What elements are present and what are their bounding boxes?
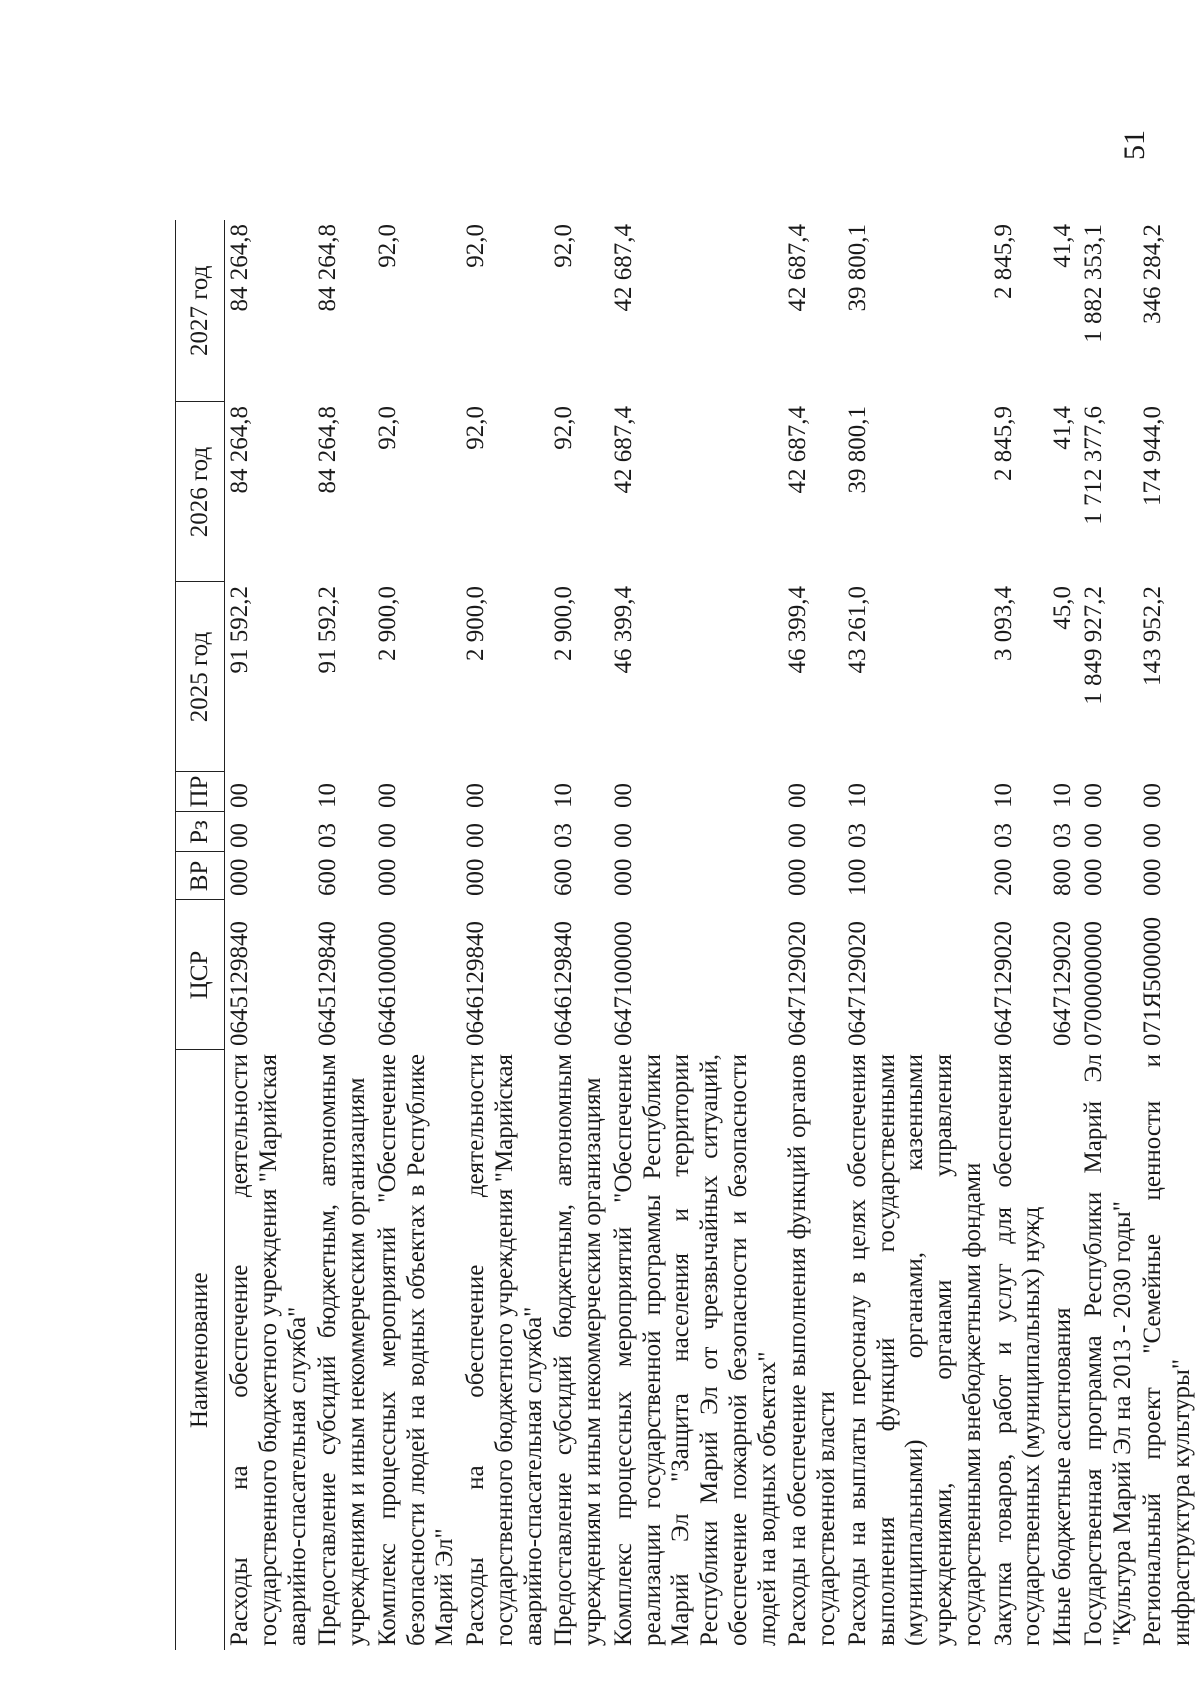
cell-rz: 00 bbox=[609, 823, 637, 848]
cell-2026: 84 264,8 bbox=[226, 406, 253, 494]
cell-2025: 43 261,0 bbox=[843, 586, 871, 674]
cell-csr: 0647129020 bbox=[843, 921, 871, 1046]
cell-2025: 3 093,4 bbox=[989, 586, 1017, 661]
cell-csr: 0646129840 bbox=[462, 921, 489, 1046]
cell-csr: 0647100000 bbox=[609, 921, 637, 1046]
cell-name: Расходы на обеспечение деятельности государственного бюджетного учреждения "Марийская аварийно-спасательная служба" bbox=[226, 1054, 311, 1646]
cell-rz: 00 bbox=[784, 823, 812, 848]
header-pr: ПР bbox=[176, 772, 225, 812]
cell-pr: 00 bbox=[609, 783, 637, 808]
cell-2025: 46 399,4 bbox=[609, 586, 637, 674]
cell-name: Расходы на обеспечение выполнения функций органов государственной власти bbox=[784, 1054, 840, 1646]
cell-vr: 000 bbox=[1079, 858, 1107, 896]
header-rz: Рз bbox=[176, 812, 225, 852]
cell-csr: 0645129840 bbox=[314, 921, 342, 1046]
cell-vr: 200 bbox=[989, 858, 1017, 896]
cell-csr: 0647129020 bbox=[1049, 921, 1076, 1046]
table-row bbox=[783, 220, 843, 1650]
cell-rz: 03 bbox=[550, 823, 578, 848]
table-row bbox=[1048, 220, 1079, 1650]
table-row bbox=[549, 220, 609, 1650]
table-row bbox=[461, 220, 549, 1650]
cell-rz: 00 bbox=[462, 823, 489, 848]
cell-pr: 10 bbox=[550, 783, 578, 808]
cell-2026: 41,4 bbox=[1049, 406, 1076, 450]
cell-name: Предоставление субсидий бюджетным, автономным учреждениям и иным некоммерческим организациям bbox=[314, 1054, 370, 1646]
cell-vr: 000 bbox=[1139, 858, 1167, 896]
cell-pr: 10 bbox=[314, 783, 342, 808]
cell-vr: 100 bbox=[843, 858, 871, 896]
cell-csr: 071Я500000 bbox=[1139, 916, 1167, 1046]
cell-rz: 00 bbox=[226, 823, 253, 848]
table-row bbox=[225, 220, 314, 1650]
header-name: Наименование bbox=[176, 1050, 225, 1650]
cell-vr: 000 bbox=[609, 858, 637, 896]
cell-2027: 346 284,2 bbox=[1139, 224, 1167, 324]
cell-pr: 10 bbox=[843, 783, 871, 808]
table-body bbox=[225, 220, 1198, 1650]
cell-2025: 1 849 927,2 bbox=[1079, 586, 1107, 705]
rotated-table-wrapper bbox=[175, 220, 1198, 1650]
cell-name: Региональный проект "Семейные ценности и инфраструктура культуры" bbox=[1139, 1054, 1195, 1646]
cell-2027: 92,0 bbox=[550, 224, 578, 268]
cell-2025: 46 399,4 bbox=[784, 586, 812, 674]
cell-rz: 03 bbox=[314, 823, 342, 848]
cell-pr: 00 bbox=[462, 783, 489, 808]
cell-vr: 600 bbox=[314, 858, 342, 896]
cell-csr: 0700000000 bbox=[1079, 921, 1107, 1046]
cell-csr: 0646100000 bbox=[373, 921, 401, 1046]
cell-csr: 0646129840 bbox=[550, 921, 578, 1046]
cell-pr: 00 bbox=[1139, 783, 1167, 808]
cell-rz: 00 bbox=[1079, 823, 1107, 848]
cell-2026: 42 687,4 bbox=[609, 406, 637, 494]
cell-2027: 42 687,4 bbox=[609, 224, 637, 312]
cell-vr: 000 bbox=[373, 858, 401, 896]
cell-2027: 1 882 353,1 bbox=[1079, 224, 1107, 343]
table-row bbox=[989, 220, 1049, 1650]
cell-2026: 2 845,9 bbox=[989, 406, 1017, 481]
cell-csr: 0647129020 bbox=[989, 921, 1017, 1046]
cell-2026: 1 712 377,6 bbox=[1079, 406, 1107, 525]
cell-name: Расходы на выплаты персоналу в целях обеспечения выполнения функций государственными (муниципальными) органами, казенными учреждениями, органами управления государственными внебюджетными фондами bbox=[843, 1054, 986, 1646]
page-number: 51 bbox=[1118, 130, 1151, 160]
cell-2027: 92,0 bbox=[373, 224, 401, 268]
cell-csr: 0645129840 bbox=[226, 921, 253, 1046]
header-vr: ВР bbox=[176, 852, 225, 900]
table-row bbox=[1138, 220, 1198, 1650]
budget-table bbox=[175, 220, 1198, 1650]
cell-2025: 91 592,2 bbox=[314, 586, 342, 674]
cell-2025: 2 900,0 bbox=[550, 586, 578, 661]
cell-2026: 92,0 bbox=[462, 406, 489, 450]
cell-name: Расходы на обеспечение деятельности государственного бюджетного учреждения "Марийская аварийно-спасательная служба" bbox=[462, 1054, 547, 1646]
cell-vr: 600 bbox=[550, 858, 578, 896]
cell-2025: 45,0 bbox=[1049, 586, 1076, 630]
cell-pr: 00 bbox=[784, 783, 812, 808]
cell-pr: 10 bbox=[989, 783, 1017, 808]
header-2027: 2027 год bbox=[176, 220, 225, 402]
cell-2027: 41,4 bbox=[1049, 224, 1076, 268]
cell-name: Иные бюджетные ассигнования bbox=[1049, 1307, 1076, 1646]
table-row bbox=[843, 220, 989, 1650]
cell-2025: 2 900,0 bbox=[462, 586, 489, 661]
cell-rz: 03 bbox=[989, 823, 1017, 848]
cell-name: Закупка товаров, работ и услуг для обеспечения государственных (муниципальных) нужд bbox=[989, 1054, 1046, 1646]
cell-vr: 000 bbox=[784, 858, 812, 896]
header-2025: 2025 год bbox=[176, 582, 225, 772]
cell-2026: 174 944,0 bbox=[1139, 406, 1167, 506]
cell-rz: 00 bbox=[1139, 823, 1167, 848]
cell-name: Предоставление субсидий бюджетным, автономным учреждениям и иным некоммерческим организациям bbox=[550, 1054, 606, 1646]
cell-2027: 2 845,9 bbox=[989, 224, 1017, 299]
cell-2026: 92,0 bbox=[550, 406, 578, 450]
cell-pr: 00 bbox=[226, 783, 253, 808]
cell-2026: 92,0 bbox=[373, 406, 401, 450]
cell-vr: 000 bbox=[462, 858, 489, 896]
header-2026: 2026 год bbox=[176, 402, 225, 582]
cell-2027: 84 264,8 bbox=[314, 224, 342, 312]
table-row bbox=[609, 220, 784, 1650]
cell-pr: 10 bbox=[1049, 783, 1076, 808]
cell-rz: 03 bbox=[843, 823, 871, 848]
cell-pr: 00 bbox=[1079, 783, 1107, 808]
cell-2025: 143 952,2 bbox=[1139, 586, 1167, 686]
cell-2026: 84 264,8 bbox=[314, 406, 342, 494]
cell-vr: 000 bbox=[226, 858, 253, 896]
table-row bbox=[313, 220, 373, 1650]
cell-csr: 0647129020 bbox=[784, 921, 812, 1046]
table-row bbox=[1079, 220, 1139, 1650]
cell-pr: 00 bbox=[373, 783, 401, 808]
cell-2027: 84 264,8 bbox=[226, 224, 253, 312]
cell-2025: 91 592,2 bbox=[226, 586, 253, 674]
cell-2025: 2 900,0 bbox=[373, 586, 401, 661]
cell-vr: 800 bbox=[1049, 858, 1076, 896]
cell-name: Комплекс процессных мероприятий "Обеспечение безопасности людей на водных объектах в Республике Марий Эл" bbox=[373, 1054, 459, 1646]
cell-2026: 39 800,1 bbox=[843, 406, 871, 494]
cell-2027: 42 687,4 bbox=[784, 224, 812, 312]
header-csr: ЦСР bbox=[176, 900, 225, 1050]
cell-name: Комплекс процессных мероприятий "Обеспечение реализации государственной программы Республики Марий Эл "Защита населения и территории Республики Марий Эл от чрезвычайных ситуаций, обеспечение пожарной безопасности и безопасности людей на водных объектах" bbox=[609, 1054, 781, 1646]
table-row bbox=[373, 220, 461, 1650]
cell-rz: 00 bbox=[373, 823, 401, 848]
cell-2026: 42 687,4 bbox=[784, 406, 812, 494]
table-header-row bbox=[176, 220, 225, 1650]
cell-2027: 39 800,1 bbox=[843, 224, 871, 312]
cell-2027: 92,0 bbox=[462, 224, 489, 268]
cell-rz: 03 bbox=[1049, 823, 1076, 848]
cell-name: Государственная программа Республики Марий Эл "Культура Марий Эл на 2013 - 2030 годы" bbox=[1079, 1054, 1136, 1646]
